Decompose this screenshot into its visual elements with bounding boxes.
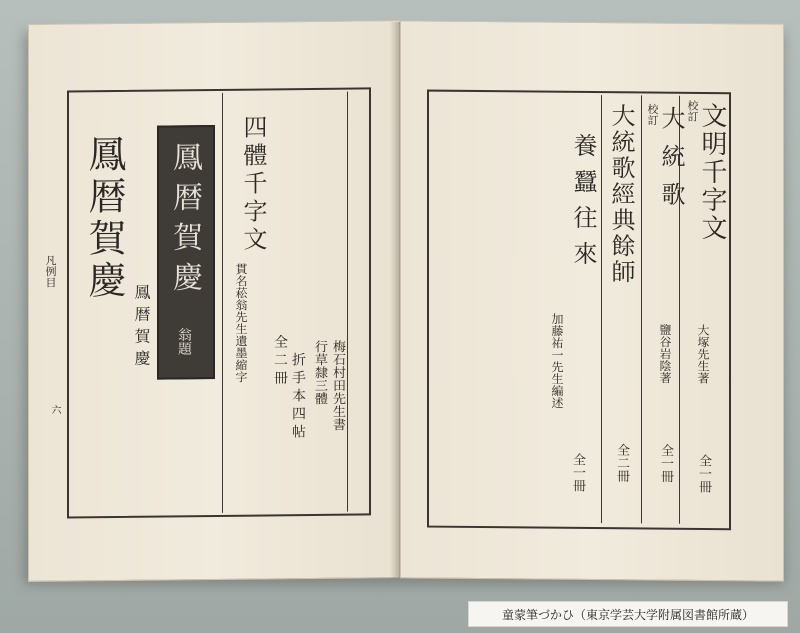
title-3: 大統歌經典餘師	[607, 103, 635, 286]
compiler: 加藤祐一先生編述	[550, 312, 564, 409]
volume-a: 全一冊	[696, 453, 711, 494]
divider-2	[347, 92, 348, 512]
open-book	[18, 22, 786, 582]
title-2: 大統歌	[657, 105, 685, 220]
calligraphy-note: 行草隸三體	[312, 339, 327, 405]
divider-1	[222, 93, 223, 513]
title-4: 養蠶往來	[569, 132, 597, 278]
volume-c: 全二冊	[614, 443, 629, 483]
volume-b: 全一冊	[658, 443, 673, 483]
large-title: 鳳暦賀慶	[82, 133, 126, 303]
seal-sub: 翁題	[176, 327, 192, 356]
title-1-prefix: 校訂	[686, 99, 699, 122]
book-title: 四體千字文	[239, 114, 267, 255]
divider-r3	[601, 95, 602, 523]
left-page	[28, 20, 400, 582]
calligrapher: 梅石村田先生書	[330, 339, 345, 431]
right-page	[400, 20, 784, 581]
author-credit: 貫名菘翁先生遺墨縮字	[234, 262, 248, 383]
divider-r2	[641, 95, 642, 523]
title-1: 文明千字文	[697, 101, 727, 243]
title-2-prefix: 校訂	[646, 103, 659, 126]
author-2: 鹽谷岩陰著	[658, 323, 672, 384]
author-1: 大塚先生著	[696, 323, 710, 385]
seal-block	[157, 125, 215, 380]
seal-text: 鳳暦賀慶	[167, 141, 202, 302]
volume-1: 全二冊	[272, 334, 288, 389]
margin-number: 六	[49, 404, 60, 415]
caption-label: 童蒙筆づかひ（東京学芸大学附属図書館所蔵）	[468, 601, 788, 627]
volume-2: 折手本四帖	[290, 352, 306, 443]
small-title: 鳳暦賀慶	[132, 283, 151, 372]
margin-label: 凡例目	[44, 254, 57, 288]
volume-d: 全一冊	[570, 452, 585, 492]
